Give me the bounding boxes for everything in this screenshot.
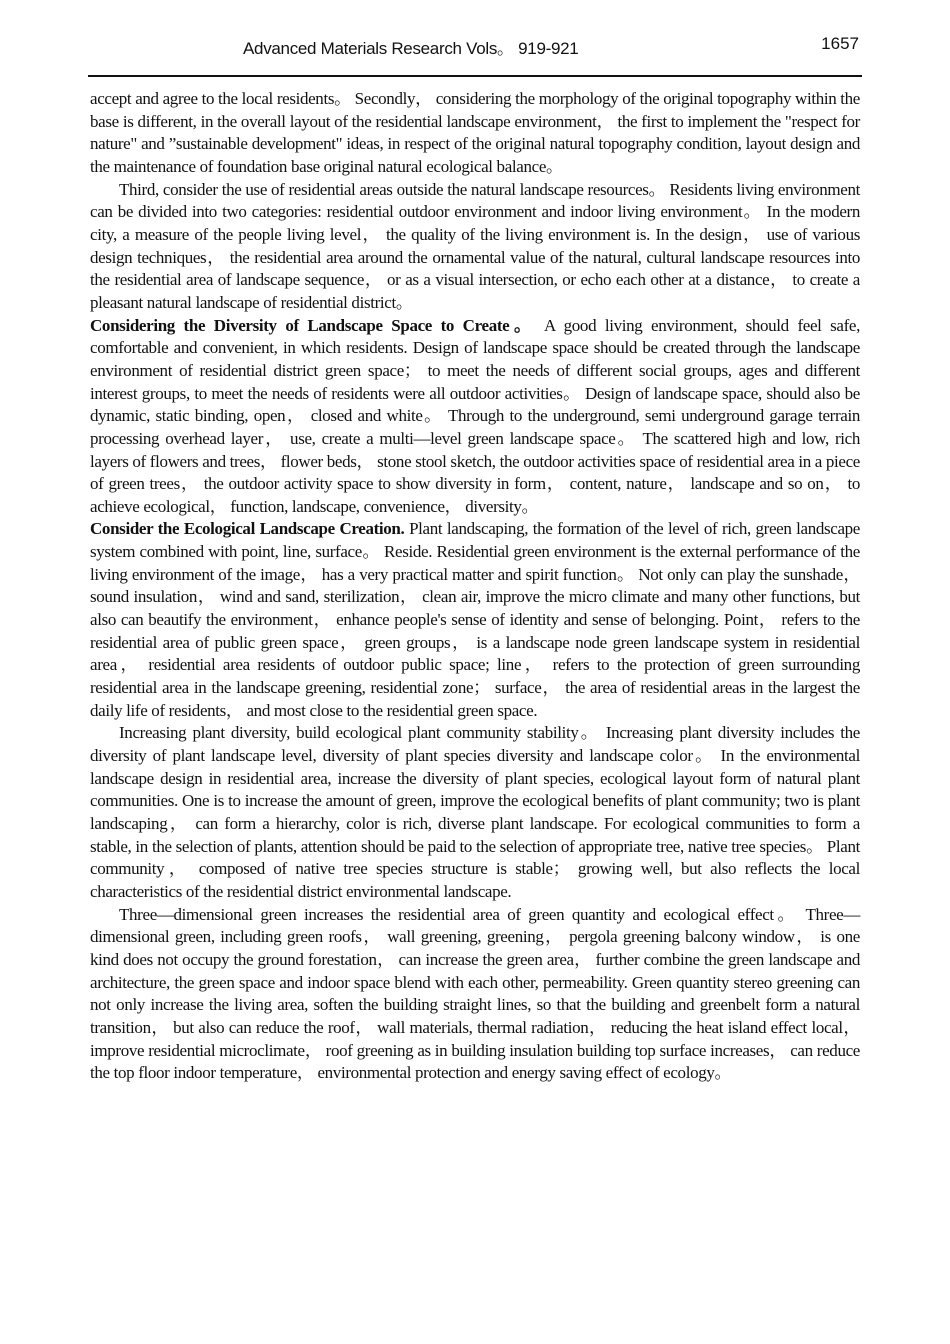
paragraph-text: Increasing plant diversity, build ecological plant community stability。 Increasing plant diversity includes the diversity of plant landscape level, diversity of plant species diversity and landscape color。 In the environmental landscape design in residential area, increase the diversity of plant species, ecological layout form of natural plant communities. One is to increase the amount of green, improve the ecological benefits of plant community; two is plant landscaping， can form a hierarchy, color is rich, diverse plant landscape. For ecological communities to form a stable, in the selection of plants, attention should be paid to the selection of appropriate tree, native tree species。 Plant community， composed of native tree species structure is stable； growing well, but also reflects the local characteristics of the residential district environmental landscape. xyxy=(90,723,860,901)
paragraph-ecological-landscape xyxy=(90,518,860,722)
paragraph-text: Third, consider the use of residential areas outside the natural landscape resources。 Residents living environment can be divided into two categories: residential outdoor environment and indoor living environment。 In the modern city, a measure of the people living level， the quality of the living environment is. In the design， use of various design techniques， the residential area around the ornamental value of the natural, cultural landscape resources into the residential area of landscape sequence， or as a visual intersection, or echo each other at a distance， to create a pleasant natural landscape of residential district。 xyxy=(90,179,860,312)
paragraph-text: Three—dimensional green increases the residential area of green quantity and ecological effect。 Three—dimensional green, including green roofs， wall greening, greening， pergola greening balcony window， is one kind does not occupy the ground forestation， can increase the green area， further combine the green landscape and architecture, the green space and indoor space blend with each other, permeability. Green quantity stereo greening can not only increase the living area, soften the building straight lines, so that the building and greenbelt form a natural transition， but also can reduce the roof， wall materials, thermal radiation， reducing the heat island effect local， improve residential microclimate， roof greening as in building insulation building top surface increases， can reduce the top floor indoor temperature， environmental protection and energy saving effect of ecology。 xyxy=(90,904,860,1083)
header-rule xyxy=(88,75,862,77)
paragraph-text: Plant landscaping, the formation of the level of rich, green landscape system combined with point, line, surface。 Reside. Residential green environment is the external performance of the living environment of the image， has a very practical matter and spirit function。 Not only can play the sunshade， sound insulation， wind and sand, sterilization， clean air, improve the micro climate and many other functions, but also can beautify the environment， enhance people's sense of identity and sense of belonging. Point， refers to the residential area of public green space， green groups， is a landscape node green landscape system in residential area， residential area residents of outdoor public space; line， refers to the protection of green surrounding residential area in the landscape greening, residential zone； surface， the area of residential areas in the largest the daily life of residents， and most close to the residential green space. xyxy=(90,519,861,720)
section-heading: Considering the Diversity of Landscape Space to Create。 xyxy=(90,315,536,335)
paragraph-natural-landscape-resources xyxy=(90,179,860,315)
paragraph-plant-diversity xyxy=(90,722,860,903)
paragraph-three-dimensional-green xyxy=(90,904,860,1085)
section-heading: Consider the Ecological Landscape Creation. xyxy=(90,519,405,539)
paragraph-text: A good living environment, should feel safe, comfortable and convenient, in which residents. Design of landscape space should be created through the landscape environment of residential district green space； to meet the needs of different social groups, ages and different interest groups, to meet the needs of residents were all outdoor activities。 Design of landscape space, should also be dynamic, static binding, open， closed and white。 Through to the underground, semi underground garage terrain processing overhead layer， use, create a multi—level green landscape space。 The scattered high and low, rich layers of flowers and trees， flower beds， stone stool sketch, the outdoor activities space of residential area in a piece of green trees， the outdoor activity space to show diversity in form， content, nature， landscape and so on， to achieve ecological， function, landscape, convenience， diversity。 xyxy=(90,315,860,516)
page-number: 1657 xyxy=(821,34,859,53)
paragraph-diversity-landscape-space xyxy=(90,315,860,519)
paragraph-text: accept and agree to the local residents。 Secondly， considering the morphology of the original topography within the base is different, in the overall layout of the residential landscape environment， the first to implement the "respect for nature" and ”sustainable development" ideas, in respect of the original natural topography condition, layout design and the maintenance of foundation base original natural ecological balance。 xyxy=(90,89,860,176)
paragraph-continuation xyxy=(90,88,860,179)
journal-title: Advanced Materials Research Vols。 919-921 xyxy=(243,39,579,58)
article-body xyxy=(90,88,860,1085)
running-header xyxy=(88,34,861,58)
